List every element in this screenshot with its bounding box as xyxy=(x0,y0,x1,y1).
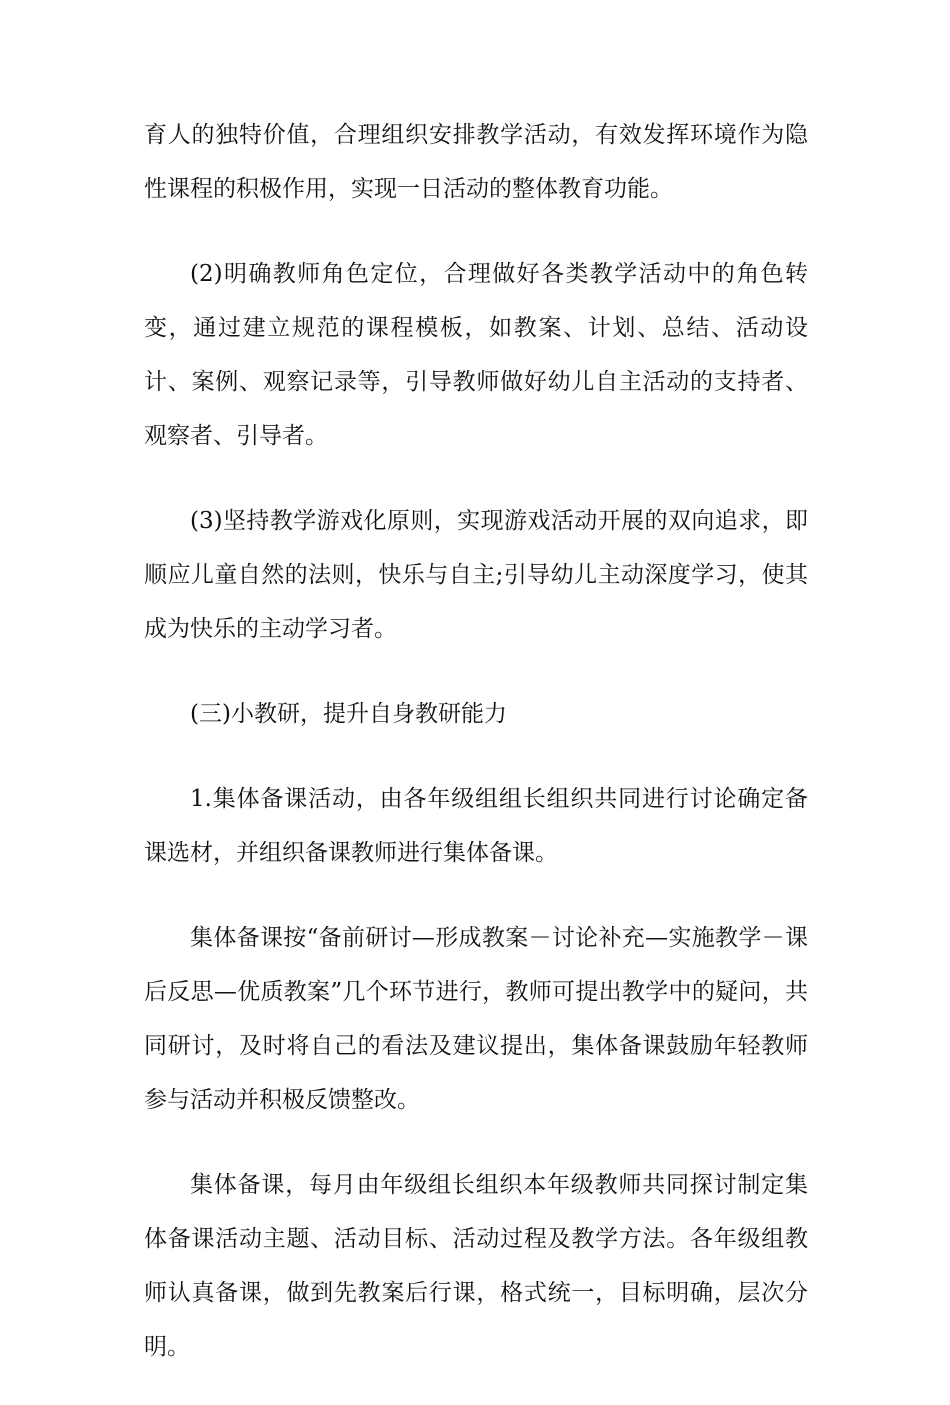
paragraph-collective-lesson-prep: 1.集体备课活动，由各年级组组长组织共同进行讨论确定备课选材，并组织备课教师进行集体备课。 xyxy=(144,786,808,866)
paragraph-teacher-role: (2)明确教师角色定位，合理做好各类教学活动中的角色转变，通过建立规范的课程模板，如教案、计划、总结、活动设计、案例、观察记录等，引导教师做好幼儿自主活动的支持者、观察者、引导者。 xyxy=(144,261,808,449)
paragraph-continuation: 育人的独特价值，合理组织安排教学活动，有效发挥环境作为隐性课程的积极作用，实现一日活动的整体教育功能。 xyxy=(144,122,808,202)
paragraph-monthly-lesson-prep: 集体备课，每月由年级组长组织本年级教师共同探讨制定集体备课活动主题、活动目标、活动过程及教学方法。各年级组教师认真备课，做到先教案后行课，格式统一，目标明确，层次分明。 xyxy=(144,1172,808,1360)
section-heading-small-research: (三)小教研，提升自身教研能力 xyxy=(190,701,507,727)
paragraph-game-principle: (3)坚持教学游戏化原则，实现游戏活动开展的双向追求，即顺应儿童自然的法则，快乐与自主;引导幼儿主动深度学习，使其成为快乐的主动学习者。 xyxy=(144,508,808,642)
document-body xyxy=(144,108,808,1405)
paragraph-lesson-prep-process: 集体备课按“备前研讨—形成教案－讨论补充—实施教学－课后反思—优质教案”几个环节进行，教师可提出教学中的疑问，共同研讨，及时将自己的看法及建议提出，集体备课鼓励年轻教师参与活动并积极反馈整改。 xyxy=(144,925,808,1113)
